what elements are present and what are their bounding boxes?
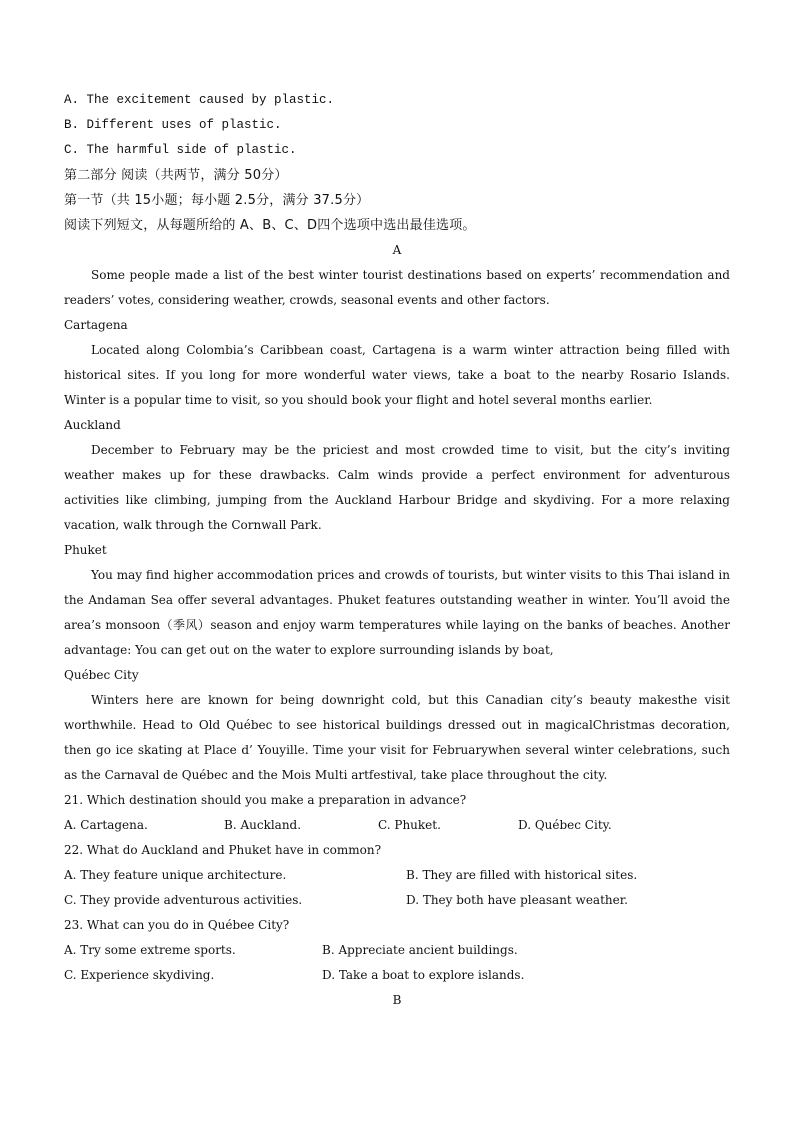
- option-a: A. Try some extreme sports.: [64, 943, 236, 957]
- option-b: B. They are filled with historical sites.: [406, 868, 638, 882]
- option-d: D. Québec City.: [518, 818, 612, 832]
- option-a: A. They feature unique architecture.: [64, 868, 287, 882]
- question-23-options-row2: [64, 963, 730, 988]
- question-23-options-row1: [64, 938, 730, 963]
- option-d: D. Take a boat to explore islands.: [322, 968, 525, 982]
- section-title: 第一节（共 15小题；每小题 2.5分，满分 37.5分）: [64, 193, 370, 208]
- place-heading-auckland: Auckland: [64, 418, 121, 432]
- question-22-stem: 22. What do Auckland and Phuket have in common?: [64, 843, 382, 857]
- option-c: C. Phuket.: [378, 818, 441, 832]
- option-c: C. Experience skydiving.: [64, 968, 215, 982]
- option-line: B. Different uses of plastic.: [64, 118, 282, 132]
- question-22-options-row2: [64, 888, 730, 913]
- option-line: A. The excitement caused by plastic.: [64, 93, 335, 107]
- question-21-options: [64, 813, 730, 838]
- place-text-phuket: You may find higher accommodation prices and crowds of tourists, but winter visits to this Thai island in the Andaman Sea offer several advantages. Phuket features outstanding weather in winter. You’ll avoid the area’s monsoon（季风）season and enjoy warm temperatures while laying on the banks of beaches. Another advantage: You can get out on the water to explore surrounding islands by boat,: [64, 568, 730, 657]
- option-line: C. The harmful side of plastic.: [64, 143, 297, 157]
- exam-page: [64, 88, 730, 1013]
- passage-b-label: B: [392, 993, 402, 1007]
- option-b: B. Auckland.: [224, 818, 302, 832]
- question-21-stem: 21. Which destination should you make a preparation in advance?: [64, 793, 467, 807]
- option-d: D. They both have pleasant weather.: [406, 893, 628, 907]
- option-c: C. They provide adventurous activities.: [64, 893, 303, 907]
- place-heading-quebec: Québec City: [64, 668, 139, 682]
- question-22-options-row1: [64, 863, 730, 888]
- passage-a-label: A: [392, 243, 402, 257]
- instruction: 阅读下列短文，从每题所给的 A、B、C、D四个选项中选出最佳选项。: [64, 218, 476, 233]
- place-heading-cartagena: Cartagena: [64, 318, 128, 332]
- place-text-auckland: December to February may be the priciest and most crowded time to visit, but the city’s inviting weather makes up for these drawbacks. Calm winds provide a perfect environment for adventurous activities like climbing, jumping from the Auckland Harbour Bridge and skydiving. For a more relaxing vacation, walk through the Cornwall Park.: [64, 443, 730, 532]
- place-heading-phuket: Phuket: [64, 543, 107, 557]
- question-23-stem: 23. What can you do in Québee City?: [64, 918, 290, 932]
- place-text-quebec: Winters here are known for being downright cold, but this Canadian city’s beauty makesthe visit worthwhile. Head to Old Québec to see historical buildings dressed out in magicalChristmas decoration, then go ice skating at Place d’ Youyille. Time your visit for Februarywhen several winter celebrations, such as the Carnaval de Québec and the Mois Multi artfestival, take place throughout the city.: [64, 693, 730, 782]
- option-b: B. Appreciate ancient buildings.: [322, 943, 518, 957]
- place-text-cartagena: Located along Colombia’s Caribbean coast, Cartagena is a warm winter attraction being filled with historical sites. If you long for more wonderful water views, take a boat to the nearby Rosario Islands. Winter is a popular time to visit, so you should book your flight and hotel several months earlier.: [64, 343, 730, 407]
- part-title: 第二部分 阅读（共两节，满分 50分）: [64, 168, 288, 183]
- passage-a-intro: Some people made a list of the best winter tourist destinations based on experts’ recommendation and readers’ votes, considering weather, crowds, seasonal events and other factors.: [64, 268, 730, 307]
- option-a: A. Cartagena.: [64, 818, 148, 832]
